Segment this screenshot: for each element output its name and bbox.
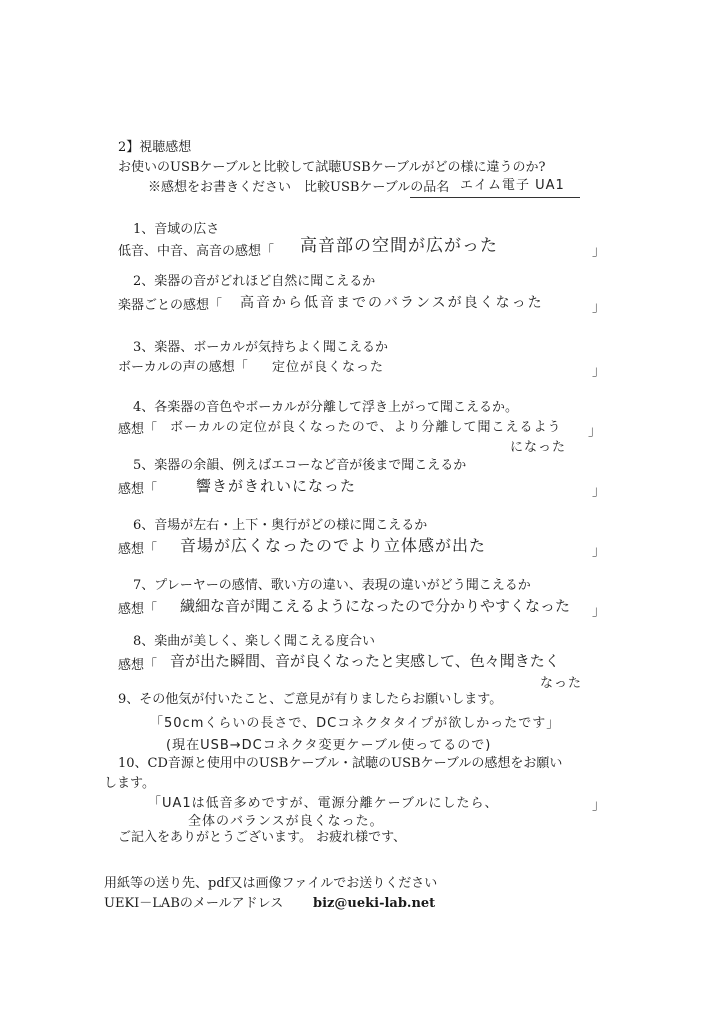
question-5: 5、楽器の余韻、例えばエコーなど音が後まで聞こえるか <box>133 458 467 473</box>
question-4-answer: ボーカルの定位が良くなったので、より分離して聞こえるよう <box>170 420 562 435</box>
question-2: 2、楽器の音がどれほど自然に聞こえるか <box>133 274 376 289</box>
question-5-close: 」 <box>592 484 606 499</box>
question-7: 7、プレーヤーの感情、歌い方の違い、表現の違いがどう聞こえるか <box>133 578 531 593</box>
question-3-label: ボーカルの声の感想「 <box>118 360 248 375</box>
question-7-label: 感想「 <box>118 602 158 617</box>
product-name: エイム電子 UA1 <box>460 178 565 193</box>
footer-send-to: 用紙等の送り先、pdf又は画像ファイルでお送りください <box>104 876 438 891</box>
question-3: 3、楽器、ボーカルが気持ちよく聞こえるか <box>133 340 389 355</box>
question-2-close: 」 <box>592 300 606 315</box>
question-3-close: 」 <box>592 364 606 379</box>
question-8-answer: 音が出た瞬間、音が良くなったと実感して、色々聞きたく <box>170 652 560 670</box>
footer-email[interactable]: biz@ueki-lab.net <box>313 896 436 911</box>
question-5-label: 感想「 <box>118 482 158 497</box>
intro-line: お使いのUSBケーブルと比較して試聴USBケーブルがどの様に違うのか? <box>118 160 546 175</box>
question-10-answer-line2: 全体のバランスが良くなった。 <box>188 814 384 829</box>
question-9-answer-line2: (現在USB→DCコネクタ変更ケーブル使ってるので) <box>166 738 492 753</box>
question-8-answer-line2: なった <box>540 676 583 691</box>
question-1-close: 」 <box>592 244 606 259</box>
question-2-answer: 高音から低音までのバランスが良くなった <box>240 295 544 311</box>
question-4-label: 感想「 <box>118 422 158 437</box>
question-5-answer: 響きがきれいになった <box>196 477 357 495</box>
question-9: 9、その他気が付いたこと、ご意見が有りましたらお願いします。 <box>118 692 503 707</box>
product-name-underline <box>410 197 580 198</box>
footer-email-label: UEKI－LABのメールアドレス <box>104 896 284 911</box>
question-8-label: 感想「 <box>118 658 158 673</box>
question-4: 4、各楽器の音色やボーカルが分離して浮き上がって聞こえるか。 <box>133 400 519 415</box>
question-1-label: 低音、中音、高音の感想「 <box>118 244 275 259</box>
question-1-answer: 高音部の空間が広がった <box>300 236 498 256</box>
question-6-answer: 音場が広くなったのでより立体感が出た <box>180 536 487 555</box>
question-9-answer: 「50cmくらいの長さで、DCコネクタタイプが欲しかったです」 <box>150 716 561 731</box>
question-8: 8、楽曲が美しく、楽しく聞こえる度合い <box>133 634 376 649</box>
question-7-close: 」 <box>592 604 606 619</box>
section-title: 2】視聴感想 <box>118 140 192 155</box>
question-3-answer: 定位が良くなった <box>272 360 385 375</box>
question-10-line2: します。 <box>104 776 155 791</box>
question-4-close: 」 <box>588 424 602 439</box>
question-2-label: 楽器ごとの感想「 <box>118 298 223 313</box>
question-4-answer-line2: になった <box>510 440 567 455</box>
question-10: 10、CD音源と使用中のUSBケーブル・試聴のUSBケーブルの感想をお願い <box>118 756 563 771</box>
question-1: 1、音域の広さ <box>133 222 220 237</box>
question-6-label: 感想「 <box>118 542 158 557</box>
question-6: 6、音場が左右・上下・奥行がどの様に聞こえるか <box>133 518 428 533</box>
thanks-line: ご記入をありがとうございます。 お疲れ様です、 <box>118 830 407 845</box>
question-7-answer: 繊細な音が聞こえるようになったので分かりやすくなった <box>180 597 571 615</box>
question-10-close: 」 <box>592 798 606 813</box>
question-6-close: 」 <box>592 544 606 559</box>
question-10-answer: 「UA1は低音多めですが、電源分離ケーブルにしたら、 <box>148 796 499 811</box>
product-note: ※感想をお書きください 比較USBケーブルの品名 <box>148 180 450 195</box>
